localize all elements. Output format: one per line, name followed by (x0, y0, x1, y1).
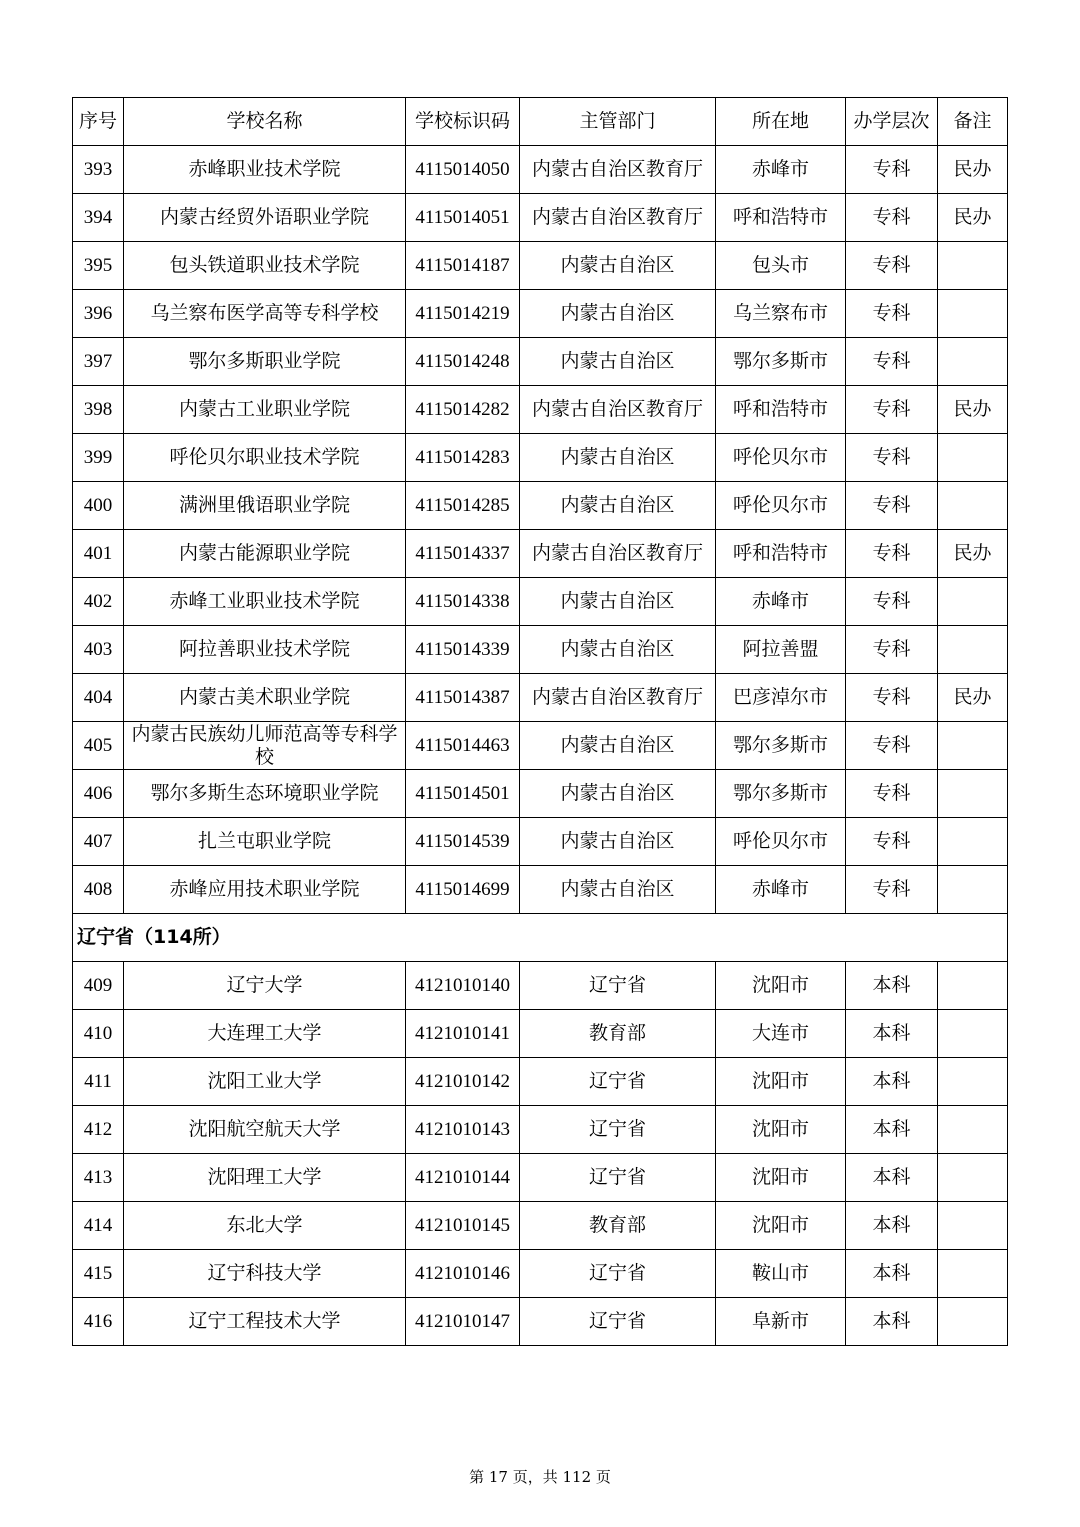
row-no: 398 (73, 386, 124, 434)
table-row (73, 338, 1008, 386)
note (938, 818, 1008, 866)
city: 乌兰察布市 (716, 290, 846, 338)
school-code: 4115014051 (406, 194, 520, 242)
note (938, 722, 1008, 770)
table-row (73, 1298, 1008, 1346)
city: 沈阳市 (716, 1058, 846, 1106)
city: 鄂尔多斯市 (716, 722, 846, 770)
school-code: 4115014187 (406, 242, 520, 290)
school-name: 东北大学 (124, 1202, 406, 1250)
table-row (73, 866, 1008, 914)
note (938, 1058, 1008, 1106)
row-no: 396 (73, 290, 124, 338)
school-name: 乌兰察布医学高等专科学校 (124, 290, 406, 338)
dept: 内蒙古自治区 (520, 578, 716, 626)
school-code: 4115014282 (406, 386, 520, 434)
table-row (73, 962, 1008, 1010)
table-row (73, 626, 1008, 674)
school-name: 沈阳工业大学 (124, 1058, 406, 1106)
row-no: 413 (73, 1154, 124, 1202)
city: 赤峰市 (716, 866, 846, 914)
header-code: 学校标识码 (406, 98, 520, 146)
level: 专科 (846, 770, 938, 818)
level: 本科 (846, 1010, 938, 1058)
school-code: 4115014501 (406, 770, 520, 818)
note (938, 962, 1008, 1010)
dept: 内蒙古自治区 (520, 722, 716, 770)
school-code: 4115014283 (406, 434, 520, 482)
school-code: 4115014050 (406, 146, 520, 194)
dept: 内蒙古自治区 (520, 338, 716, 386)
school-name: 沈阳航空航天大学 (124, 1106, 406, 1154)
level: 本科 (846, 1058, 938, 1106)
header-row (73, 98, 1008, 146)
row-no: 400 (73, 482, 124, 530)
school-name: 辽宁大学 (124, 962, 406, 1010)
note (938, 1106, 1008, 1154)
table-row (73, 482, 1008, 530)
level: 本科 (846, 962, 938, 1010)
note (938, 290, 1008, 338)
header-no: 序号 (73, 98, 124, 146)
city: 呼伦贝尔市 (716, 434, 846, 482)
school-code: 4121010147 (406, 1298, 520, 1346)
level: 专科 (846, 818, 938, 866)
row-no: 393 (73, 146, 124, 194)
school-name: 内蒙古美术职业学院 (124, 674, 406, 722)
row-no: 394 (73, 194, 124, 242)
city: 沈阳市 (716, 1106, 846, 1154)
note (938, 1202, 1008, 1250)
school-code: 4115014337 (406, 530, 520, 578)
school-name: 沈阳理工大学 (124, 1154, 406, 1202)
school-code: 4121010144 (406, 1154, 520, 1202)
school-code: 4115014463 (406, 722, 520, 770)
city: 沈阳市 (716, 1154, 846, 1202)
school-code: 4115014338 (406, 578, 520, 626)
school-code: 4121010142 (406, 1058, 520, 1106)
school-code: 4115014248 (406, 338, 520, 386)
table-body (73, 146, 1008, 1346)
row-no: 414 (73, 1202, 124, 1250)
row-no: 415 (73, 1250, 124, 1298)
school-name: 辽宁工程技术大学 (124, 1298, 406, 1346)
level: 专科 (846, 338, 938, 386)
school-name: 赤峰应用技术职业学院 (124, 866, 406, 914)
province-group-label: 辽宁省（114所） (73, 914, 1008, 962)
dept: 辽宁省 (520, 1154, 716, 1202)
school-name: 内蒙古工业职业学院 (124, 386, 406, 434)
note (938, 626, 1008, 674)
dept: 内蒙古自治区教育厅 (520, 674, 716, 722)
city: 阜新市 (716, 1298, 846, 1346)
level: 专科 (846, 866, 938, 914)
header-name: 学校名称 (124, 98, 406, 146)
dept: 内蒙古自治区 (520, 434, 716, 482)
row-no: 411 (73, 1058, 124, 1106)
city: 呼和浩特市 (716, 194, 846, 242)
level: 专科 (846, 530, 938, 578)
level: 本科 (846, 1106, 938, 1154)
table-row (73, 578, 1008, 626)
row-no: 404 (73, 674, 124, 722)
school-list-table (72, 97, 1008, 1346)
school-name: 包头铁道职业技术学院 (124, 242, 406, 290)
school-code: 4115014387 (406, 674, 520, 722)
note: 民办 (938, 530, 1008, 578)
school-code: 4121010143 (406, 1106, 520, 1154)
table-row (73, 1058, 1008, 1106)
note (938, 434, 1008, 482)
note: 民办 (938, 146, 1008, 194)
table-row (73, 818, 1008, 866)
note (938, 482, 1008, 530)
city: 鞍山市 (716, 1250, 846, 1298)
dept: 教育部 (520, 1010, 716, 1058)
note (938, 242, 1008, 290)
city: 呼伦贝尔市 (716, 482, 846, 530)
row-no: 397 (73, 338, 124, 386)
city: 呼伦贝尔市 (716, 818, 846, 866)
level: 专科 (846, 626, 938, 674)
note (938, 338, 1008, 386)
row-no: 412 (73, 1106, 124, 1154)
city: 鄂尔多斯市 (716, 338, 846, 386)
table-row (73, 434, 1008, 482)
dept: 内蒙古自治区 (520, 770, 716, 818)
school-name: 内蒙古民族幼儿师范高等专科学校 (124, 722, 406, 770)
row-no: 407 (73, 818, 124, 866)
dept: 内蒙古自治区教育厅 (520, 386, 716, 434)
note (938, 1298, 1008, 1346)
note: 民办 (938, 194, 1008, 242)
dept: 辽宁省 (520, 962, 716, 1010)
dept: 辽宁省 (520, 1058, 716, 1106)
row-no: 405 (73, 722, 124, 770)
level: 专科 (846, 194, 938, 242)
school-code: 4115014219 (406, 290, 520, 338)
school-name: 赤峰职业技术学院 (124, 146, 406, 194)
school-name: 鄂尔多斯职业学院 (124, 338, 406, 386)
table-row (73, 290, 1008, 338)
level: 专科 (846, 578, 938, 626)
level: 本科 (846, 1154, 938, 1202)
city: 呼和浩特市 (716, 530, 846, 578)
row-no: 401 (73, 530, 124, 578)
row-no: 406 (73, 770, 124, 818)
school-code: 4121010140 (406, 962, 520, 1010)
school-code: 4115014339 (406, 626, 520, 674)
table-row (73, 1202, 1008, 1250)
row-no: 408 (73, 866, 124, 914)
school-code: 4115014699 (406, 866, 520, 914)
dept: 内蒙古自治区 (520, 482, 716, 530)
note (938, 1250, 1008, 1298)
level: 专科 (846, 482, 938, 530)
level: 专科 (846, 386, 938, 434)
group-row (73, 914, 1008, 962)
dept: 内蒙古自治区 (520, 290, 716, 338)
school-code: 4121010145 (406, 1202, 520, 1250)
row-no: 410 (73, 1010, 124, 1058)
table-row (73, 674, 1008, 722)
note (938, 1154, 1008, 1202)
school-code: 4121010146 (406, 1250, 520, 1298)
dept: 辽宁省 (520, 1106, 716, 1154)
level: 专科 (846, 290, 938, 338)
row-no: 395 (73, 242, 124, 290)
table-row (73, 146, 1008, 194)
note: 民办 (938, 674, 1008, 722)
level: 本科 (846, 1298, 938, 1346)
school-name: 呼伦贝尔职业技术学院 (124, 434, 406, 482)
dept: 教育部 (520, 1202, 716, 1250)
row-no: 399 (73, 434, 124, 482)
dept: 内蒙古自治区 (520, 626, 716, 674)
header-level: 办学层次 (846, 98, 938, 146)
table-row (73, 386, 1008, 434)
school-name: 阿拉善职业技术学院 (124, 626, 406, 674)
city: 鄂尔多斯市 (716, 770, 846, 818)
table-row (73, 242, 1008, 290)
note (938, 770, 1008, 818)
table-row (73, 194, 1008, 242)
note (938, 866, 1008, 914)
school-code: 4115014285 (406, 482, 520, 530)
level: 专科 (846, 722, 938, 770)
city: 巴彦淖尔市 (716, 674, 846, 722)
school-name: 内蒙古能源职业学院 (124, 530, 406, 578)
table-row (73, 722, 1008, 770)
dept: 内蒙古自治区教育厅 (520, 530, 716, 578)
dept: 内蒙古自治区 (520, 866, 716, 914)
school-code: 4115014539 (406, 818, 520, 866)
school-name: 鄂尔多斯生态环境职业学院 (124, 770, 406, 818)
row-no: 409 (73, 962, 124, 1010)
dept: 内蒙古自治区教育厅 (520, 194, 716, 242)
table-row (73, 1010, 1008, 1058)
note (938, 578, 1008, 626)
table-row (73, 1154, 1008, 1202)
city: 沈阳市 (716, 962, 846, 1010)
note: 民办 (938, 386, 1008, 434)
level: 本科 (846, 1250, 938, 1298)
dept: 内蒙古自治区教育厅 (520, 146, 716, 194)
city: 沈阳市 (716, 1202, 846, 1250)
table-row (73, 1106, 1008, 1154)
table-row (73, 770, 1008, 818)
table-row (73, 530, 1008, 578)
school-name: 赤峰工业职业技术学院 (124, 578, 406, 626)
row-no: 402 (73, 578, 124, 626)
header-city: 所在地 (716, 98, 846, 146)
level: 专科 (846, 674, 938, 722)
dept: 辽宁省 (520, 1250, 716, 1298)
level: 本科 (846, 1202, 938, 1250)
dept: 内蒙古自治区 (520, 818, 716, 866)
city: 包头市 (716, 242, 846, 290)
row-no: 403 (73, 626, 124, 674)
school-name: 满洲里俄语职业学院 (124, 482, 406, 530)
school-code: 4121010141 (406, 1010, 520, 1058)
row-no: 416 (73, 1298, 124, 1346)
school-name: 辽宁科技大学 (124, 1250, 406, 1298)
city: 呼和浩特市 (716, 386, 846, 434)
page-footer: 第 17 页，共 112 页 (469, 1468, 611, 1486)
school-name: 内蒙古经贸外语职业学院 (124, 194, 406, 242)
city: 阿拉善盟 (716, 626, 846, 674)
city: 赤峰市 (716, 146, 846, 194)
note (938, 1010, 1008, 1058)
school-name: 扎兰屯职业学院 (124, 818, 406, 866)
city: 大连市 (716, 1010, 846, 1058)
header-dept: 主管部门 (520, 98, 716, 146)
header-note: 备注 (938, 98, 1008, 146)
dept: 内蒙古自治区 (520, 242, 716, 290)
school-name: 大连理工大学 (124, 1010, 406, 1058)
city: 赤峰市 (716, 578, 846, 626)
table-row (73, 1250, 1008, 1298)
level: 专科 (846, 242, 938, 290)
level: 专科 (846, 434, 938, 482)
level: 专科 (846, 146, 938, 194)
dept: 辽宁省 (520, 1298, 716, 1346)
